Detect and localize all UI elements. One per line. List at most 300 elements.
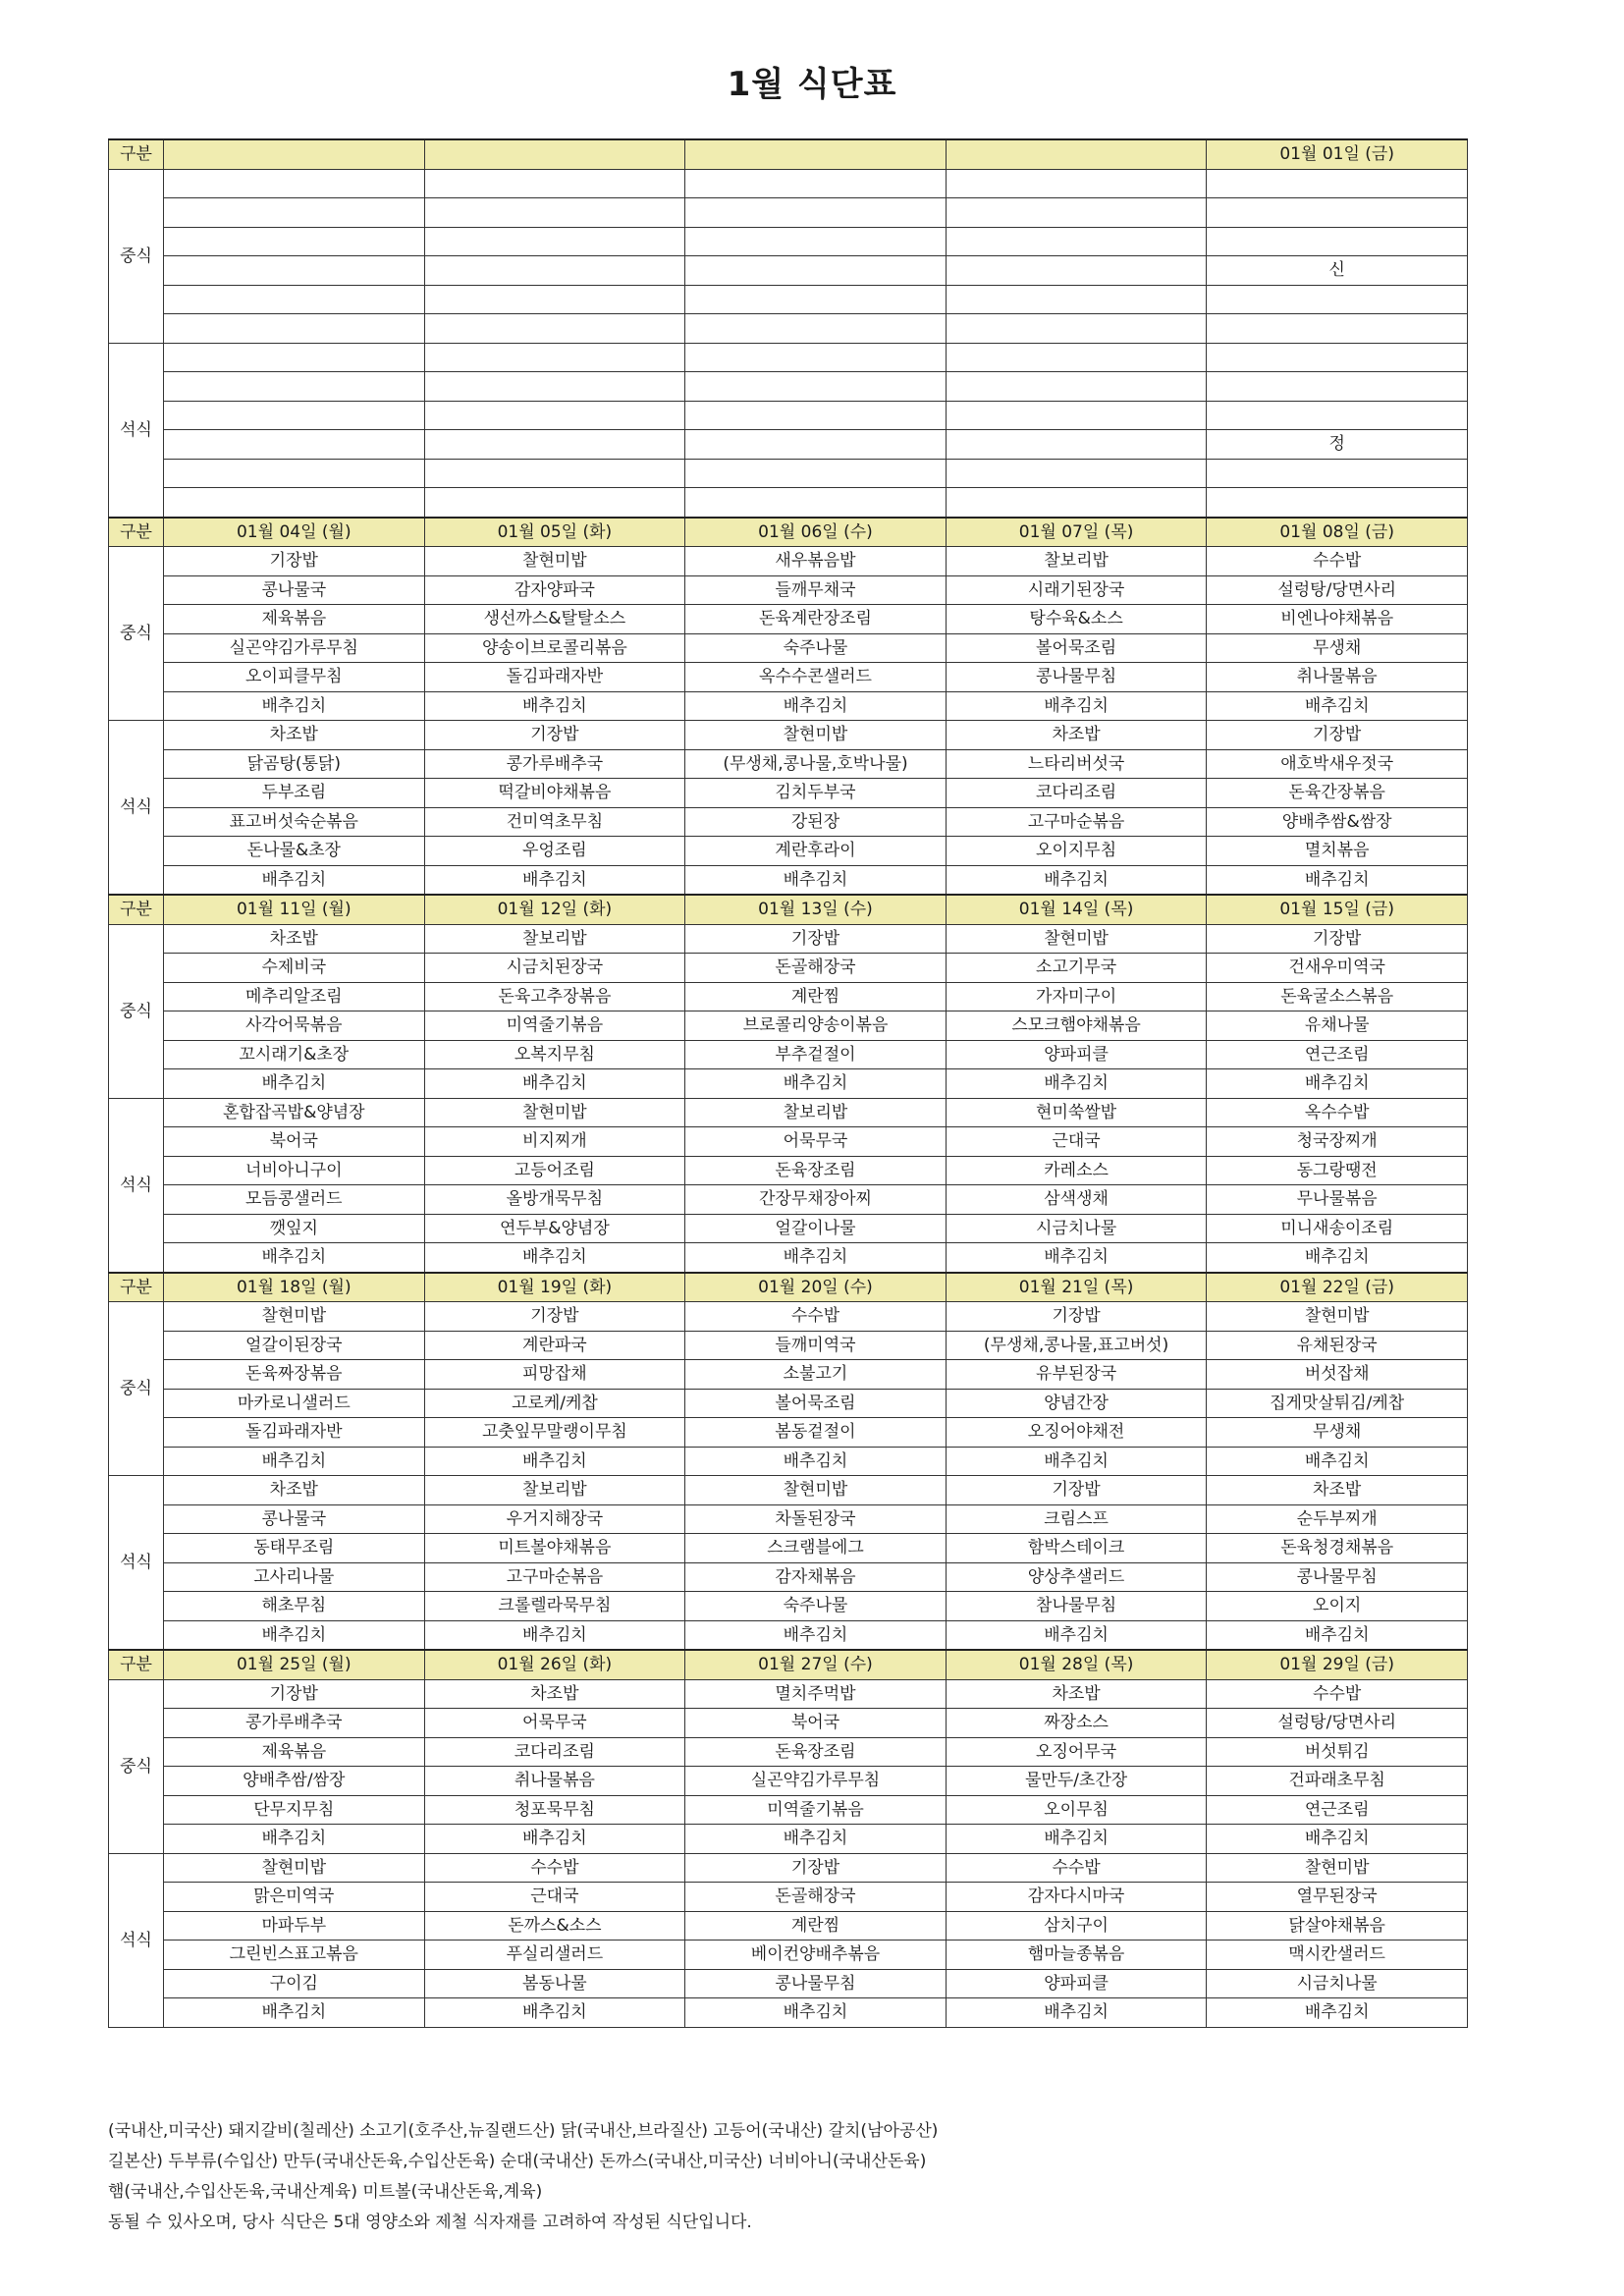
menu-item: 배추김치: [946, 1243, 1207, 1273]
menu-item: 배추김치: [1207, 865, 1468, 895]
menu-item: 수수밥: [1207, 1679, 1468, 1709]
menu-item: 고구마순볶음: [946, 807, 1207, 837]
origin-note-line: 햄(국내산,수입산돈육,국내산계육) 미트볼(국내산돈육,계육): [108, 2182, 543, 2202]
lunch-row: [109, 1825, 1468, 1854]
menu-item: 비엔나야채볶음: [1207, 605, 1468, 634]
menu-item: [946, 401, 1207, 430]
menu-item: 단무지무침: [164, 1795, 425, 1825]
menu-item: 콩나물국: [164, 1504, 425, 1534]
lunch-row: [109, 1360, 1468, 1390]
menu-item: 고춧잎무말랭이무침: [424, 1418, 685, 1448]
menu-item: 생선까스&탈탈소스: [424, 605, 685, 634]
menu-item: 볼어묵조림: [685, 1389, 947, 1418]
menu-item: 계란후라이: [685, 837, 947, 866]
menu-item: 어묵무국: [424, 1709, 685, 1738]
dinner-row: [109, 1185, 1468, 1215]
lunch-row: [109, 1302, 1468, 1332]
menu-item: 강된장: [685, 807, 947, 837]
menu-item: [164, 169, 425, 198]
menu-item: 연근조림: [1207, 1795, 1468, 1825]
meal-table-body: [109, 139, 1468, 2027]
menu-item: 실곤약김가루무침: [685, 1767, 947, 1796]
menu-item: [946, 459, 1207, 488]
menu-item: 푸실리샐러드: [424, 1941, 685, 1970]
menu-item: 오징어야채전: [946, 1418, 1207, 1448]
dinner-row: [109, 1620, 1468, 1650]
menu-item: 옥수수콘샐러드: [685, 663, 947, 692]
menu-item: 배추김치: [424, 865, 685, 895]
dinner-row: [109, 430, 1468, 460]
menu-item: 유채된장국: [1207, 1331, 1468, 1360]
menu-item: 구이김: [164, 1969, 425, 1998]
menu-item: [164, 430, 425, 460]
menu-item: 수제비국: [164, 954, 425, 983]
gubun-label: 구분: [109, 1650, 164, 1679]
menu-item: 찰보리밥: [946, 547, 1207, 576]
menu-item: (무생채,콩나물,호박나물): [685, 749, 947, 779]
dinner-row: [109, 721, 1468, 750]
menu-item: 피망잡채: [424, 1360, 685, 1390]
lunch-row: [109, 924, 1468, 954]
menu-item: 마카로니샐러드: [164, 1389, 425, 1418]
menu-item: [946, 227, 1207, 256]
menu-item: 닭살야채볶음: [1207, 1911, 1468, 1941]
lunch-row: [109, 227, 1468, 256]
menu-item: 청국장찌개: [1207, 1127, 1468, 1157]
menu-item: 배추김치: [164, 1620, 425, 1650]
lunch-row: [109, 633, 1468, 663]
menu-item: 돈육굴소스볶음: [1207, 982, 1468, 1011]
menu-item: 차조밥: [946, 1679, 1207, 1709]
menu-item: 배추김치: [164, 1447, 425, 1476]
menu-item: 연두부&양념장: [424, 1214, 685, 1243]
menu-item: 배추김치: [424, 1825, 685, 1854]
menu-item: 버섯튀김: [1207, 1737, 1468, 1767]
menu-item: 배추김치: [946, 1069, 1207, 1099]
menu-item: 돈육장조림: [685, 1156, 947, 1185]
origin-note-line: 길본산) 두부류(수입산) 만두(국내산돈육,수입산돈육) 순대(국내산) 돈까스(국내산,미국산) 너비아니(국내산돈육): [108, 2152, 927, 2171]
menu-item: 건미역초무침: [424, 807, 685, 837]
lunch-row: [109, 1389, 1468, 1418]
menu-item: [424, 401, 685, 430]
date-header: 01월 13일 (수): [685, 895, 947, 924]
menu-item: 기장밥: [424, 1302, 685, 1332]
menu-item: 크림스프: [946, 1504, 1207, 1534]
lunch-row: [109, 169, 1468, 198]
lunch-row: [109, 605, 1468, 634]
dinner-row: [109, 343, 1468, 372]
menu-item: 찰보리밥: [424, 1476, 685, 1505]
menu-item: 돈육청경채볶음: [1207, 1534, 1468, 1563]
lunch-label: 중식: [109, 1679, 164, 1853]
menu-item: 비지찌개: [424, 1127, 685, 1157]
dinner-row: [109, 401, 1468, 430]
menu-item: [1207, 459, 1468, 488]
dinner-row: [109, 837, 1468, 866]
lunch-row: [109, 575, 1468, 605]
dinner-row: [109, 1592, 1468, 1621]
menu-item: 배추김치: [685, 1998, 947, 2028]
dinner-row: [109, 1243, 1468, 1273]
menu-item: [1207, 488, 1468, 518]
menu-item: [685, 169, 947, 198]
menu-item: [424, 285, 685, 314]
dinner-row: [109, 1504, 1468, 1534]
menu-item: 양배추쌈&쌈장: [1207, 807, 1468, 837]
menu-item: 배추김치: [164, 1998, 425, 2028]
menu-item: 돈육간장볶음: [1207, 779, 1468, 808]
gubun-label: 구분: [109, 139, 164, 169]
lunch-row: [109, 1040, 1468, 1069]
menu-item: 양상추샐러드: [946, 1562, 1207, 1592]
menu-item: 배추김치: [685, 1447, 947, 1476]
date-header: [424, 139, 685, 169]
page-title: 1월 식단표: [727, 65, 897, 104]
menu-item: 설렁탕/당면사리: [1207, 1709, 1468, 1738]
dinner-label: 석식: [109, 721, 164, 896]
menu-item: [1207, 198, 1468, 228]
menu-item: 참나물무침: [946, 1592, 1207, 1621]
menu-item: 기장밥: [946, 1476, 1207, 1505]
gubun-label: 구분: [109, 518, 164, 547]
menu-item: 수수밥: [424, 1853, 685, 1883]
menu-item: [424, 459, 685, 488]
week-header-row: [109, 139, 1468, 169]
menu-item: 배추김치: [1207, 1998, 1468, 2028]
date-header: 01월 19일 (화): [424, 1273, 685, 1302]
menu-item: 유채나물: [1207, 1011, 1468, 1041]
menu-item: 두부조림: [164, 779, 425, 808]
menu-item: 기장밥: [946, 1302, 1207, 1332]
menu-item: 어묵무국: [685, 1127, 947, 1157]
origin-note-line: 동될 수 있사오며, 당사 식단은 5대 영양소와 제철 식자재를 고려하여 작성된 식단입니다.: [108, 2213, 752, 2232]
menu-item: 신: [1207, 256, 1468, 286]
menu-item: 근대국: [424, 1883, 685, 1912]
menu-item: 맑은미역국: [164, 1883, 425, 1912]
date-header: 01월 15일 (금): [1207, 895, 1468, 924]
menu-item: 배추김치: [946, 1447, 1207, 1476]
menu-item: 계란파국: [424, 1331, 685, 1360]
dinner-row: [109, 1214, 1468, 1243]
menu-item: 얼갈이나물: [685, 1214, 947, 1243]
lunch-label: 중식: [109, 169, 164, 343]
dinner-row: [109, 372, 1468, 402]
menu-item: [164, 401, 425, 430]
date-header: 01월 01일 (금): [1207, 139, 1468, 169]
week-header-row: [109, 518, 1468, 547]
meal-table: [108, 138, 1468, 2028]
menu-item: 근대국: [946, 1127, 1207, 1157]
gubun-label: 구분: [109, 895, 164, 924]
menu-item: 배추김치: [685, 691, 947, 721]
menu-item: [685, 372, 947, 402]
origin-note-line: (국내산,미국산) 돼지갈비(칠레산) 소고기(호주산,뉴질랜드산) 닭(국내산,브라질산) 고등어(국내산) 갈치(남아공산): [108, 2121, 939, 2141]
date-header: 01월 25일 (월): [164, 1650, 425, 1679]
menu-item: 찰현미밥: [424, 1098, 685, 1127]
dinner-row: [109, 1476, 1468, 1505]
menu-item: [946, 372, 1207, 402]
menu-item: 차조밥: [164, 1476, 425, 1505]
menu-item: 청포묵무침: [424, 1795, 685, 1825]
menu-item: 건파래초무침: [1207, 1767, 1468, 1796]
menu-item: 감자다시마국: [946, 1883, 1207, 1912]
menu-item: 그린빈스표고볶음: [164, 1941, 425, 1970]
date-header: 01월 29일 (금): [1207, 1650, 1468, 1679]
menu-item: 혼합잡곡밥&양념장: [164, 1098, 425, 1127]
lunch-row: [109, 285, 1468, 314]
menu-item: 동그랑땡전: [1207, 1156, 1468, 1185]
dinner-row: [109, 1098, 1468, 1127]
menu-item: 숙주나물: [685, 1592, 947, 1621]
gubun-label: 구분: [109, 1273, 164, 1302]
menu-item: 배추김치: [164, 1825, 425, 1854]
menu-item: 돌김파래자반: [164, 1418, 425, 1448]
menu-item: 배추김치: [1207, 691, 1468, 721]
menu-item: 배추김치: [424, 1243, 685, 1273]
lunch-label: 중식: [109, 547, 164, 721]
menu-item: [685, 227, 947, 256]
menu-item: 간장무채장아찌: [685, 1185, 947, 1215]
menu-item: 올방개묵무침: [424, 1185, 685, 1215]
menu-item: 기장밥: [164, 547, 425, 576]
menu-item: 취나물볶음: [424, 1767, 685, 1796]
menu-item: [946, 430, 1207, 460]
lunch-row: [109, 1011, 1468, 1041]
menu-item: 배추김치: [424, 1069, 685, 1099]
menu-item: 기장밥: [1207, 924, 1468, 954]
menu-item: 배추김치: [424, 691, 685, 721]
menu-item: 미역줄기볶음: [685, 1795, 947, 1825]
date-header: 01월 07일 (목): [946, 518, 1207, 547]
menu-item: 배추김치: [946, 1998, 1207, 2028]
menu-item: [424, 343, 685, 372]
menu-item: [1207, 343, 1468, 372]
menu-item: 제육볶음: [164, 605, 425, 634]
menu-item: 물만두/초간장: [946, 1767, 1207, 1796]
menu-item: [424, 488, 685, 518]
menu-item: [685, 198, 947, 228]
menu-item: 열무된장국: [1207, 1883, 1468, 1912]
menu-item: 양배추쌈/쌈장: [164, 1767, 425, 1796]
menu-item: 기장밥: [424, 721, 685, 750]
menu-item: 돈육장조림: [685, 1737, 947, 1767]
lunch-label: 중식: [109, 924, 164, 1098]
menu-item: 동태무조림: [164, 1534, 425, 1563]
menu-item: [946, 343, 1207, 372]
date-header: 01월 06일 (수): [685, 518, 947, 547]
menu-item: 순두부찌개: [1207, 1504, 1468, 1534]
menu-item: 탕수육&소스: [946, 605, 1207, 634]
menu-item: 오복지무침: [424, 1040, 685, 1069]
menu-item: 콩나물국: [164, 575, 425, 605]
menu-item: [424, 169, 685, 198]
date-header: 01월 14일 (목): [946, 895, 1207, 924]
date-header: 01월 20일 (수): [685, 1273, 947, 1302]
menu-item: [685, 314, 947, 344]
menu-item: 돈육고추장볶음: [424, 982, 685, 1011]
lunch-row: [109, 314, 1468, 344]
menu-item: 오이지: [1207, 1592, 1468, 1621]
menu-item: 우거지해장국: [424, 1504, 685, 1534]
menu-item: 양파피클: [946, 1040, 1207, 1069]
menu-item: [164, 314, 425, 344]
menu-item: 돈골해장국: [685, 954, 947, 983]
menu-item: 애호박새우젓국: [1207, 749, 1468, 779]
menu-item: 얼갈이된장국: [164, 1331, 425, 1360]
menu-item: 연근조림: [1207, 1040, 1468, 1069]
date-header: 01월 18일 (월): [164, 1273, 425, 1302]
menu-item: 계란찜: [685, 1911, 947, 1941]
menu-item: 미트볼야채볶음: [424, 1534, 685, 1563]
menu-item: 스크램블에그: [685, 1534, 947, 1563]
menu-item: 삼색생채: [946, 1185, 1207, 1215]
menu-item: 기장밥: [685, 1853, 947, 1883]
menu-item: 코다리조림: [946, 779, 1207, 808]
menu-item: 찰현미밥: [424, 547, 685, 576]
menu-item: 배추김치: [164, 865, 425, 895]
menu-item: [164, 459, 425, 488]
menu-item: 옥수수밥: [1207, 1098, 1468, 1127]
menu-item: [1207, 227, 1468, 256]
date-header: 01월 05일 (화): [424, 518, 685, 547]
menu-item: 배추김치: [1207, 1447, 1468, 1476]
menu-item: 배추김치: [1207, 1069, 1468, 1099]
dinner-row: [109, 807, 1468, 837]
menu-item: 북어국: [685, 1709, 947, 1738]
menu-item: 실곤약김가루무침: [164, 633, 425, 663]
dinner-row: [109, 1883, 1468, 1912]
date-header: [685, 139, 947, 169]
menu-item: [1207, 372, 1468, 402]
menu-item: 계란찜: [685, 982, 947, 1011]
dinner-label: 석식: [109, 343, 164, 518]
menu-item: 콩나물무침: [946, 663, 1207, 692]
menu-item: 가자미구이: [946, 982, 1207, 1011]
date-header: 01월 08일 (금): [1207, 518, 1468, 547]
dinner-row: [109, 488, 1468, 518]
menu-item: 건새우미역국: [1207, 954, 1468, 983]
menu-item: 닭곰탕(통닭): [164, 749, 425, 779]
date-header: [946, 139, 1207, 169]
menu-item: 설렁탕/당면사리: [1207, 575, 1468, 605]
dinner-label: 석식: [109, 1853, 164, 2027]
menu-item: 들깨무채국: [685, 575, 947, 605]
menu-item: 찰보리밥: [424, 924, 685, 954]
dinner-row: [109, 1534, 1468, 1563]
menu-item: 크롤렐라묵무침: [424, 1592, 685, 1621]
menu-item: 배추김치: [424, 1620, 685, 1650]
menu-item: 오이무침: [946, 1795, 1207, 1825]
menu-item: 돈육계란장조림: [685, 605, 947, 634]
menu-item: 찰현미밥: [1207, 1302, 1468, 1332]
menu-item: 북어국: [164, 1127, 425, 1157]
menu-item: 사각어묵볶음: [164, 1011, 425, 1041]
menu-item: 돈골해장국: [685, 1883, 947, 1912]
menu-item: 양념간장: [946, 1389, 1207, 1418]
menu-item: 미역줄기볶음: [424, 1011, 685, 1041]
dinner-row: [109, 865, 1468, 895]
menu-item: 콩가루배추국: [164, 1709, 425, 1738]
menu-item: 배추김치: [685, 865, 947, 895]
menu-item: 멸치주먹밥: [685, 1679, 947, 1709]
menu-item: 메추리알조림: [164, 982, 425, 1011]
lunch-row: [109, 1767, 1468, 1796]
menu-item: 볼어묵조림: [946, 633, 1207, 663]
menu-item: 고등어조림: [424, 1156, 685, 1185]
menu-item: 배추김치: [946, 1825, 1207, 1854]
menu-item: [164, 372, 425, 402]
menu-item: [164, 285, 425, 314]
dinner-row: [109, 779, 1468, 808]
menu-item: 꼬시래기&초장: [164, 1040, 425, 1069]
menu-item: 돈까스&소스: [424, 1911, 685, 1941]
menu-item: 돈육짜장볶음: [164, 1360, 425, 1390]
date-header: 01월 22일 (금): [1207, 1273, 1468, 1302]
menu-item: 콩나물무침: [685, 1969, 947, 1998]
menu-item: 시금치나물: [946, 1214, 1207, 1243]
menu-item: [685, 256, 947, 286]
menu-item: 시래기된장국: [946, 575, 1207, 605]
menu-item: 배추김치: [424, 1447, 685, 1476]
menu-item: 배추김치: [164, 1069, 425, 1099]
dinner-row: [109, 1969, 1468, 1998]
menu-item: [164, 343, 425, 372]
dinner-row: [109, 459, 1468, 488]
menu-item: 무생채: [1207, 1418, 1468, 1448]
menu-item: 배추김치: [685, 1620, 947, 1650]
origin-notes: [108, 2116, 1467, 2238]
menu-item: 해초무침: [164, 1592, 425, 1621]
menu-item: 너비아니구이: [164, 1156, 425, 1185]
lunch-row: [109, 1069, 1468, 1099]
menu-item: 현미쑥쌀밥: [946, 1098, 1207, 1127]
menu-item: 배추김치: [946, 1620, 1207, 1650]
menu-item: 스모크햄야채볶음: [946, 1011, 1207, 1041]
menu-item: 삼치구이: [946, 1911, 1207, 1941]
menu-item: 모듬콩샐러드: [164, 1185, 425, 1215]
menu-item: 집게맛살튀김/케찹: [1207, 1389, 1468, 1418]
menu-item: 유부된장국: [946, 1360, 1207, 1390]
menu-item: [685, 488, 947, 518]
menu-item: 카레소스: [946, 1156, 1207, 1185]
menu-item: 수수밥: [1207, 547, 1468, 576]
menu-item: 떡갈비야채볶음: [424, 779, 685, 808]
menu-item: [685, 430, 947, 460]
menu-item: [1207, 401, 1468, 430]
lunch-row: [109, 1737, 1468, 1767]
date-header: 01월 12일 (화): [424, 895, 685, 924]
menu-item: [1207, 314, 1468, 344]
dinner-row: [109, 1911, 1468, 1941]
date-header: 01월 28일 (목): [946, 1650, 1207, 1679]
menu-item: 봄동겉절이: [685, 1418, 947, 1448]
menu-item: 무생채: [1207, 633, 1468, 663]
menu-item: 양파피클: [946, 1969, 1207, 1998]
date-header: [164, 139, 425, 169]
menu-item: 찰보리밥: [685, 1098, 947, 1127]
menu-item: (무생채,콩나물,표고버섯): [946, 1331, 1207, 1360]
menu-item: [164, 256, 425, 286]
menu-item: [946, 198, 1207, 228]
date-header: 01월 11일 (월): [164, 895, 425, 924]
date-header: 01월 21일 (목): [946, 1273, 1207, 1302]
menu-item: 배추김치: [1207, 1620, 1468, 1650]
menu-item: 시금치나물: [1207, 1969, 1468, 1998]
menu-item: 소고기무국: [946, 954, 1207, 983]
menu-item: 차조밥: [1207, 1476, 1468, 1505]
menu-item: 베이컨양배추볶음: [685, 1941, 947, 1970]
menu-item: 기장밥: [1207, 721, 1468, 750]
